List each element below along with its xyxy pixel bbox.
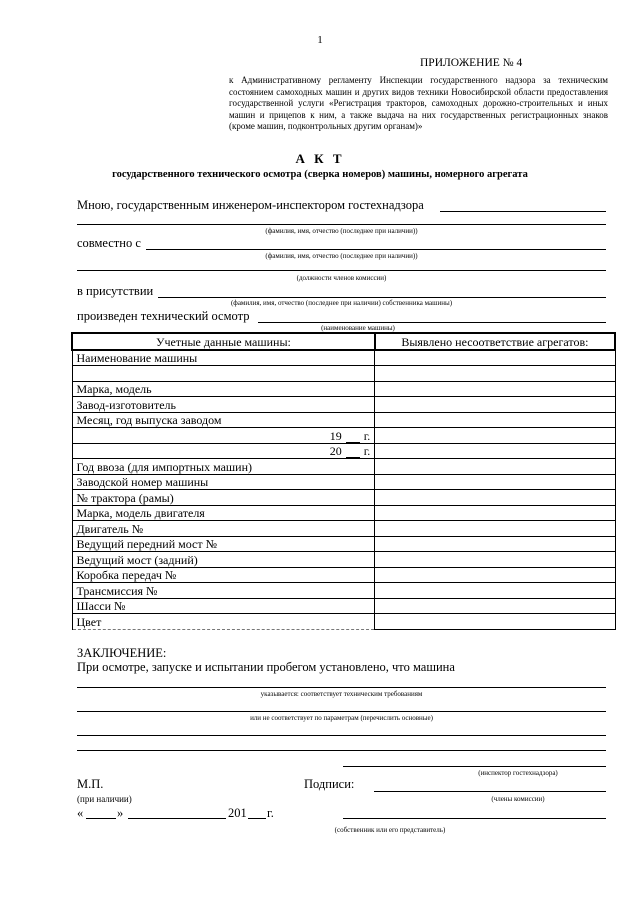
row-blank[interactable] xyxy=(72,366,375,382)
presence-field[interactable] xyxy=(158,297,606,298)
row-import-year: Год ввоза (для импортных машин) xyxy=(72,459,375,475)
note-machine: (наименование машины) xyxy=(321,324,395,332)
discrepancy-cell[interactable] xyxy=(375,474,615,490)
year-suffix-1: г. xyxy=(363,428,371,443)
discrepancy-cell[interactable] xyxy=(375,583,615,599)
date-month-field[interactable] xyxy=(128,818,226,819)
inspector-label: Мною, государственным инженером-инспектором гостехнадзора xyxy=(77,198,424,212)
inspection-field[interactable] xyxy=(258,322,606,323)
stamp-note: (при наличии) xyxy=(77,794,132,804)
row-rear-axle: Ведущий мост (задний) xyxy=(72,552,375,568)
row-year-20[interactable] xyxy=(72,443,375,459)
row-front-axle: Ведущий передний мост № xyxy=(72,536,375,552)
discrepancy-cell[interactable] xyxy=(375,505,615,521)
note-owner-signature: (собственник или его представитель) xyxy=(334,826,446,834)
row-make-model: Марка, модель xyxy=(72,381,375,397)
date-quote-close: » xyxy=(117,806,124,820)
discrepancy-cell[interactable] xyxy=(375,428,615,444)
row-gearbox: Коробка передач № xyxy=(72,567,375,583)
date-day-field[interactable] xyxy=(86,818,116,819)
date-year-prefix: 201 xyxy=(228,806,247,820)
conclusion-field-3[interactable] xyxy=(77,735,606,736)
row-machine-name: Наименование машины xyxy=(72,350,375,366)
stamp-label: М.П. xyxy=(77,777,104,791)
discrepancy-cell[interactable] xyxy=(375,536,615,552)
row-color: Цвет xyxy=(72,614,375,630)
year-blank-2[interactable] xyxy=(346,447,360,458)
commission-field[interactable] xyxy=(77,270,606,271)
row-factory-number: Заводской номер машины xyxy=(72,474,375,490)
discrepancy-cell[interactable] xyxy=(375,552,615,568)
act-title: А К Т xyxy=(295,151,345,166)
note-fio: (фамилия, имя, отчество (последнее при наличии)) xyxy=(265,227,418,235)
signatures-label: Подписи: xyxy=(304,777,355,791)
conclusion-field-1[interactable] xyxy=(77,687,606,688)
year-suffix-2: г. xyxy=(363,444,371,458)
row-year-19[interactable] xyxy=(72,428,375,444)
discrepancy-cell[interactable] xyxy=(375,567,615,583)
act-subtitle: государственного технического осмотра (сверка номеров) машины, номерного агрегата xyxy=(112,169,528,180)
discrepancy-cell[interactable] xyxy=(375,366,615,382)
presence-label: в присутствии xyxy=(77,284,154,298)
discrepancy-cell[interactable] xyxy=(375,521,615,537)
note-not-complies: или не соответствует по параметрам (перечислить основные) xyxy=(250,714,433,722)
owner-signature-field[interactable] xyxy=(343,818,606,819)
date-year-suffix: г. xyxy=(267,806,274,820)
row-engine-model: Марка, модель двигателя xyxy=(72,505,375,521)
conclusion-title: ЗАКЛЮЧЕНИЕ: xyxy=(77,646,167,660)
discrepancy-cell[interactable] xyxy=(375,350,615,366)
discrepancy-cell[interactable] xyxy=(375,490,615,506)
row-month-year: Месяц, год выпуска заводом xyxy=(72,412,375,428)
row-chassis: Шасси № xyxy=(72,598,375,614)
inspector-field-continued[interactable] xyxy=(77,224,606,225)
together-field[interactable] xyxy=(146,249,606,250)
discrepancy-cell[interactable] xyxy=(375,459,615,475)
conclusion-field-2[interactable] xyxy=(77,711,606,712)
conclusion-field-4[interactable] xyxy=(77,750,606,751)
machine-data-table xyxy=(71,332,616,630)
discrepancy-cell[interactable] xyxy=(375,412,615,428)
conclusion-text: При осмотре, запуске и испытании пробегом установлено, что машина xyxy=(77,660,455,674)
discrepancy-cell[interactable] xyxy=(375,443,615,459)
appendix-description: к Административному регламенту Инспекции государственного надзора за техническим состоянием самоходных машин и других видов техники Новосибирской области предоставления государственной услуги «Регистрация тракторов, самоходных дорожно-строительных и иных машин и прицепов к ним, а также выдача на них государственных регистрационных знаков (кроме машин, подконтрольных другим органам)» xyxy=(229,75,608,132)
discrepancy-cell[interactable] xyxy=(375,397,615,413)
inspector-signature-field[interactable] xyxy=(343,766,606,767)
page-number: 1 xyxy=(317,34,323,46)
row-frame-number: № трактора (рамы) xyxy=(72,490,375,506)
appendix-title: ПРИЛОЖЕНИЕ № 4 xyxy=(420,57,523,69)
row-manufacturer: Завод-изготовитель xyxy=(72,397,375,413)
discrepancy-cell[interactable] xyxy=(375,614,615,630)
century-20: 20 xyxy=(329,444,342,458)
note-commission: (должности членов комиссии) xyxy=(296,274,387,282)
discrepancy-cell[interactable] xyxy=(375,381,615,397)
century-19: 19 xyxy=(329,428,342,443)
col-header-discrepancies: Выявлено несоответствие агрегатов: xyxy=(375,333,615,350)
together-label: совместно с xyxy=(77,236,141,250)
discrepancy-cell[interactable] xyxy=(375,598,615,614)
date-quote-open: « xyxy=(77,806,84,820)
note-complies: указывается: соответствует техническим требованиям xyxy=(260,690,423,698)
note-members: (члены комиссии) xyxy=(491,795,545,803)
member-signature-field[interactable] xyxy=(374,791,606,792)
year-blank-1[interactable] xyxy=(346,432,360,443)
inspector-field[interactable] xyxy=(440,211,606,212)
note-inspector: (инспектор гостехнадзора) xyxy=(478,769,558,777)
date-year-field[interactable] xyxy=(248,818,266,819)
inspection-label: произведен технический осмотр xyxy=(77,309,250,323)
row-engine-number: Двигатель № xyxy=(72,521,375,537)
col-header-machine-data: Учетные данные машины: xyxy=(72,333,375,350)
note-owner: (фамилия, имя, отчество (последнее при наличии) собственника машины) xyxy=(230,299,453,307)
row-transmission: Трансмиссия № xyxy=(72,583,375,599)
note-fio-2: (фамилия, имя, отчество (последнее при наличии)) xyxy=(265,252,418,260)
